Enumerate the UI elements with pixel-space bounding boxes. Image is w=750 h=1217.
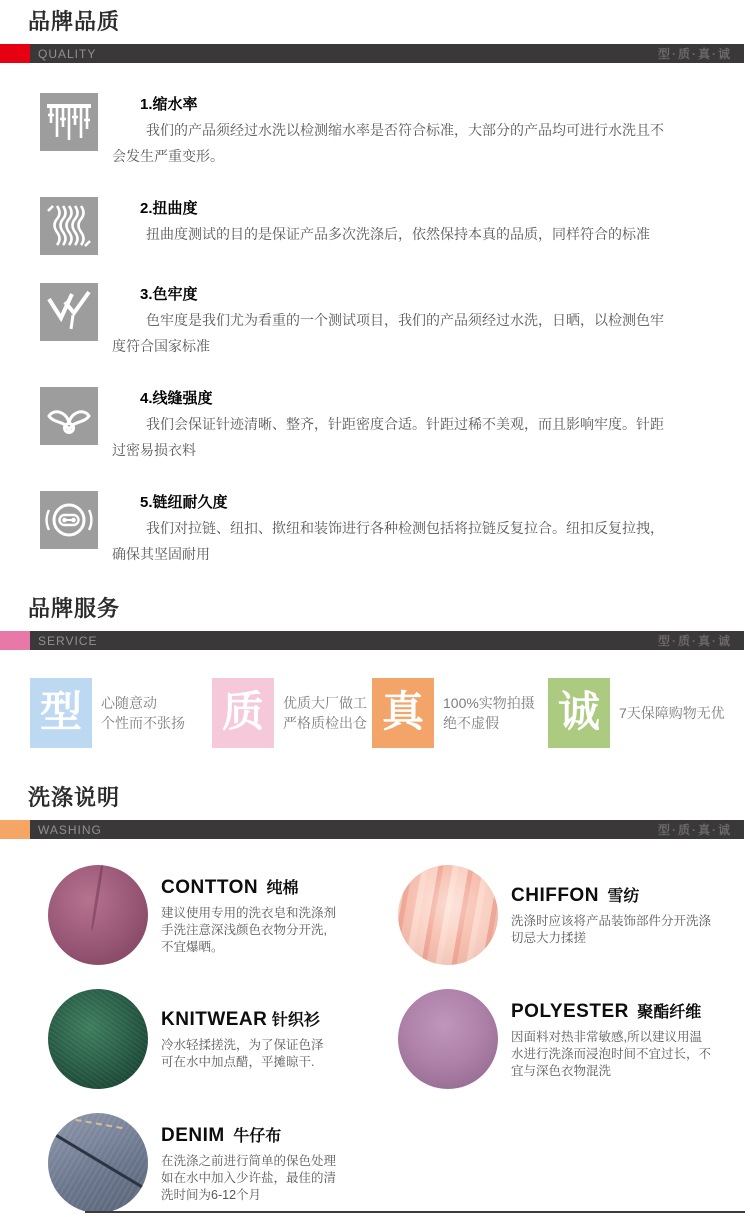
care-instruction-line: 因面料对热非常敏感,所以建议用温 (511, 1029, 702, 1044)
denim-fabric-image (48, 1113, 148, 1213)
care-instruction-line: 冷水轻揉搓洗，为了保证色泽 (161, 1038, 324, 1052)
denim-stitch-detail (63, 1117, 122, 1139)
service-item-quality (212, 678, 372, 748)
authentic-character-tile: 真 (372, 678, 434, 748)
service-box-row (0, 678, 750, 748)
care-instruction-line: 如在水中加入少许盐，最佳的清 (161, 1170, 337, 1185)
brand-motto: 型·质·真·诚 (658, 47, 732, 61)
care-instruction-line: 水进行洗涤而浸泡时间不宜过长，不 (511, 1046, 712, 1061)
quality-item-seam (0, 387, 750, 463)
washing-grid (48, 865, 750, 1213)
cotton-fabric-image (48, 865, 148, 965)
quality-item-body: 我们会保证针迹清晰、整齐，针距密度合适。针距过稀不美观，而且影响牢度。针距过密易损衣料 (112, 416, 664, 458)
service-bar-label: SERVICE (38, 633, 98, 648)
service-line: 绝不虚假 (443, 715, 499, 731)
color-fastness-icon (40, 283, 98, 341)
care-instruction-line: 宜与深色衣物混洗 (511, 1063, 612, 1078)
washing-item-denim (48, 1113, 398, 1213)
care-instruction-line: 不宜爆晒。 (161, 939, 224, 954)
section-washing (0, 784, 750, 1213)
fabric-name-en: POLYESTER (511, 1000, 629, 1022)
quality-bar-label: QUALITY (38, 46, 97, 61)
service-line: 个性而不张扬 (101, 715, 185, 731)
washing-item-knitwear (48, 989, 398, 1089)
care-instruction-line: 建议使用专用的洗衣皂和洗涤剂 (161, 905, 337, 920)
service-line: 7天保障购物无优 (619, 705, 725, 721)
quality-section-bar (0, 44, 744, 63)
fabric-name-cn: 牛仔布 (233, 1127, 282, 1145)
care-instruction-line: 洗涤时应该将产品装饰部件分开洗涤 (511, 914, 712, 928)
washing-section-bar (0, 820, 744, 839)
washing-accent-block (0, 820, 30, 839)
quality-item-shrinkage (0, 93, 750, 169)
quality-item-body: 色牢度是我们尤为看重的一个测试项目，我们的产品须经过水洗，日晒，以检测色牢度符合国家标准 (112, 312, 664, 354)
service-line: 严格质检出仓 (283, 715, 367, 731)
knitwear-fabric-image (48, 989, 148, 1089)
quality-item-colorfastness (0, 283, 750, 359)
section-quality (0, 8, 750, 567)
twist-test-icon (40, 197, 98, 255)
fabric-name-cn: 聚酯纤维 (637, 1003, 702, 1021)
fabric-name-cn: 雪纺 (607, 888, 640, 905)
service-line: 优质大厂做工 (283, 695, 367, 711)
bottom-divider (85, 1211, 745, 1213)
quality-character-tile: 质 (212, 678, 274, 748)
care-instruction-line: 切忌大力揉搓 (511, 931, 587, 945)
care-instruction-line: 手洗注意深浅颜色衣物分开洗, (161, 922, 327, 937)
service-section-bar (0, 631, 744, 650)
quality-section-title: 品牌品质 (28, 9, 121, 34)
fabric-name-en: KNITWEAR (161, 1009, 268, 1030)
shrinkage-test-icon (40, 93, 98, 151)
quality-item-title: 4.线缝强度 (140, 390, 213, 407)
seam-strength-icon (40, 387, 98, 445)
fabric-name-cn: 纯棉 (266, 879, 299, 897)
service-line: 100%实物拍摄 (443, 695, 535, 711)
care-instruction-line: 洗时间为6-12个月 (161, 1187, 262, 1202)
brand-motto: 型·质·真·诚 (658, 634, 732, 648)
quality-item-title: 3.色牢度 (140, 286, 198, 303)
washing-item-polyester (398, 989, 732, 1089)
empty-grid-cell (398, 1113, 732, 1213)
washing-section-title: 洗涤说明 (28, 785, 121, 810)
care-instruction-line: 可在水中加点醋，平摊晾干. (161, 1055, 315, 1069)
service-item-authentic (372, 678, 548, 748)
fabric-name-en: CONTTON (161, 876, 259, 898)
washing-item-chiffon (398, 865, 732, 965)
service-accent-block (0, 631, 30, 650)
service-item-sincerity (548, 678, 725, 748)
quality-accent-block (0, 44, 30, 63)
quality-item-body: 我们的产品须经过水洗以检测缩水率是否符合标准，大部分的产品均可进行水洗且不会发生严重变形。 (112, 122, 664, 164)
washing-item-cotton (48, 865, 398, 965)
polyester-fabric-image (398, 989, 498, 1089)
section-service (0, 595, 750, 748)
brand-motto: 型·质·真·诚 (658, 823, 732, 837)
quality-item-button (0, 491, 750, 567)
washing-bar-label: WASHING (38, 822, 102, 837)
quality-item-twist (0, 197, 750, 255)
service-section-title: 品牌服务 (28, 596, 121, 621)
quality-item-list (0, 93, 750, 567)
chiffon-fabric-image (398, 865, 498, 965)
fabric-name-en: CHIFFON (511, 885, 599, 906)
quality-item-title: 2.扭曲度 (140, 200, 198, 217)
care-instruction-line: 在洗涤之前进行简单的保色处理 (161, 1153, 337, 1168)
sincerity-character-tile: 诚 (548, 678, 610, 748)
quality-item-body: 扭曲度测试的目的是保证产品多次洗涤后，依然保持本真的品质，同样符合的标准 (146, 226, 650, 242)
fabric-name-cn: 针织衫 (271, 1012, 320, 1029)
fabric-name-en: DENIM (161, 1124, 225, 1146)
quality-item-body: 我们对拉链、纽扣、揿纽和装饰进行各种检测包括将拉链反复拉合。纽扣反复拉拽，确保其坚固耐用 (112, 520, 664, 562)
quality-item-title: 5.链纽耐久度 (140, 494, 228, 511)
style-character-tile: 型 (30, 678, 92, 748)
service-line: 心随意动 (101, 695, 157, 711)
service-item-style (30, 678, 212, 748)
denim-seam-detail (48, 1126, 148, 1196)
button-durability-icon (40, 491, 98, 549)
quality-item-title: 1.缩水率 (140, 96, 198, 113)
